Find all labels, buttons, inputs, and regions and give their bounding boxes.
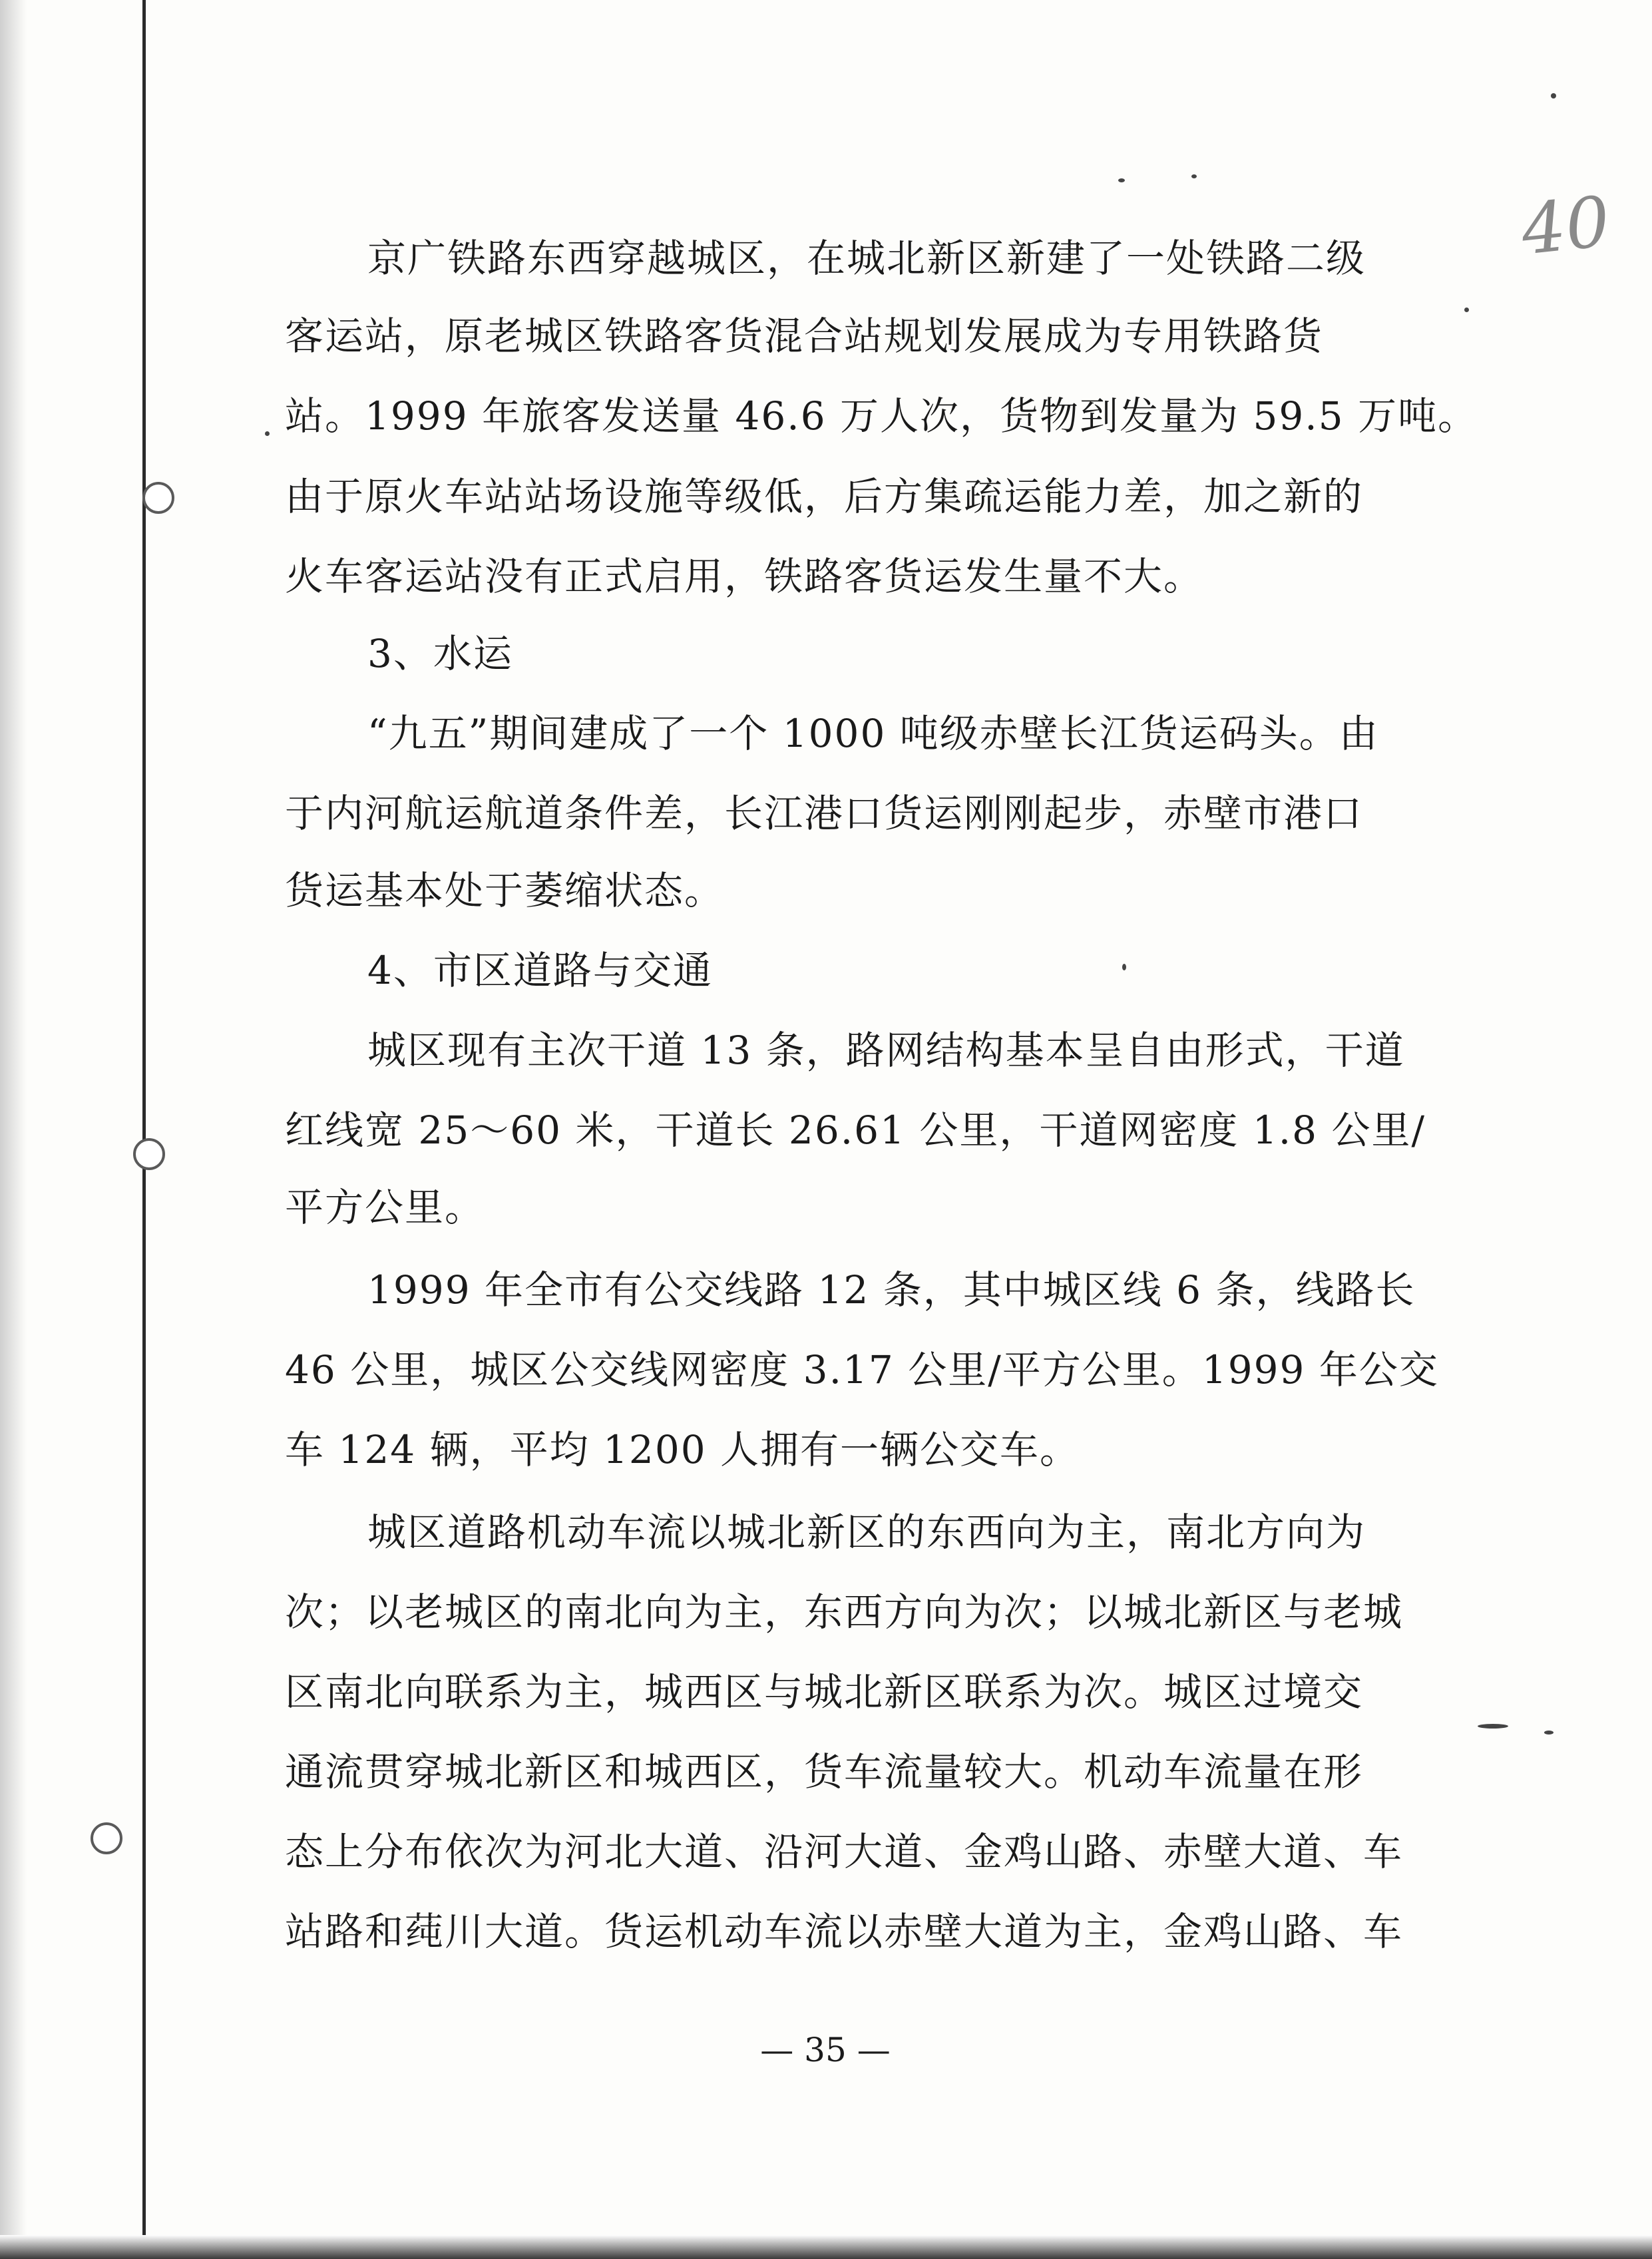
paragraph-line: 态上分布依次为河北大道、沿河大道、金鸡山路、赤壁大道、车: [285, 1829, 1404, 1874]
paragraph-line: 京广铁路东西穿越城区，在城北新区新建了一处铁路二级: [367, 236, 1366, 281]
paragraph-line: 站。1999 年旅客发送量 46.6 万人次，货物到发量为 59.5 万吨。: [285, 393, 1478, 439]
paragraph-line: 由于原火车站站场设施等级低，后方集疏运能力差，加之新的: [285, 474, 1364, 519]
paragraph-line: 46 公里，城区公交线网密度 3.17 公里/平方公里。1999 年公交: [285, 1347, 1439, 1392]
paragraph-line: 于内河航运航道条件差，长江港口货运刚刚起步，赤壁市港口: [285, 791, 1364, 836]
paragraph-line: 次；以老城区的南北向为主，东西方向为次；以城北新区与老城: [285, 1589, 1404, 1635]
paragraph-line: “九五”期间建成了一个 1000 吨级赤壁长江货运码头。由: [367, 711, 1379, 756]
paragraph-line: 红线宽 25～60 米，干道长 26.61 公里，干道网密度 1.8 公里/: [285, 1108, 1426, 1153]
paragraph-line: 火车客运站没有正式启用，铁路客货运发生量不大。: [285, 554, 1204, 599]
paragraph-line: 车 124 辆，平均 1200 人拥有一辆公交车。: [285, 1427, 1080, 1472]
paragraph-line: 客运站，原老城区铁路客货混合站规划发展成为专用铁路货: [285, 313, 1324, 359]
paragraph-line: 区南北向联系为主，城西区与城北新区联系为次。城区过境交: [285, 1669, 1364, 1715]
paragraph-line: 货运基本处于萎缩状态。: [285, 868, 725, 913]
paragraph-line: 1999 年全市有公交线路 12 条，其中城区线 6 条，线路长: [367, 1267, 1416, 1313]
paragraph-line: 站路和莼川大道。货运机动车流以赤壁大道为主，金鸡山路、车: [285, 1909, 1404, 1954]
paragraph-line: 平方公里。: [285, 1185, 485, 1230]
paragraph-line: 通流贯穿城北新区和城西区，货车流量较大。机动车流量在形: [285, 1749, 1364, 1794]
paragraph-line: 城区现有主次干道 13 条，路网结构基本呈自由形式，干道: [367, 1028, 1405, 1073]
page-number: — 35 —: [760, 2031, 891, 2069]
handwritten-folio-mark: 40: [1517, 180, 1614, 271]
section-heading: 4、市区道路与交通: [367, 948, 713, 993]
paragraph-line: 城区道路机动车流以城北新区的东西向为主，南北方向为: [367, 1510, 1366, 1555]
section-heading: 3、水运: [367, 631, 513, 676]
